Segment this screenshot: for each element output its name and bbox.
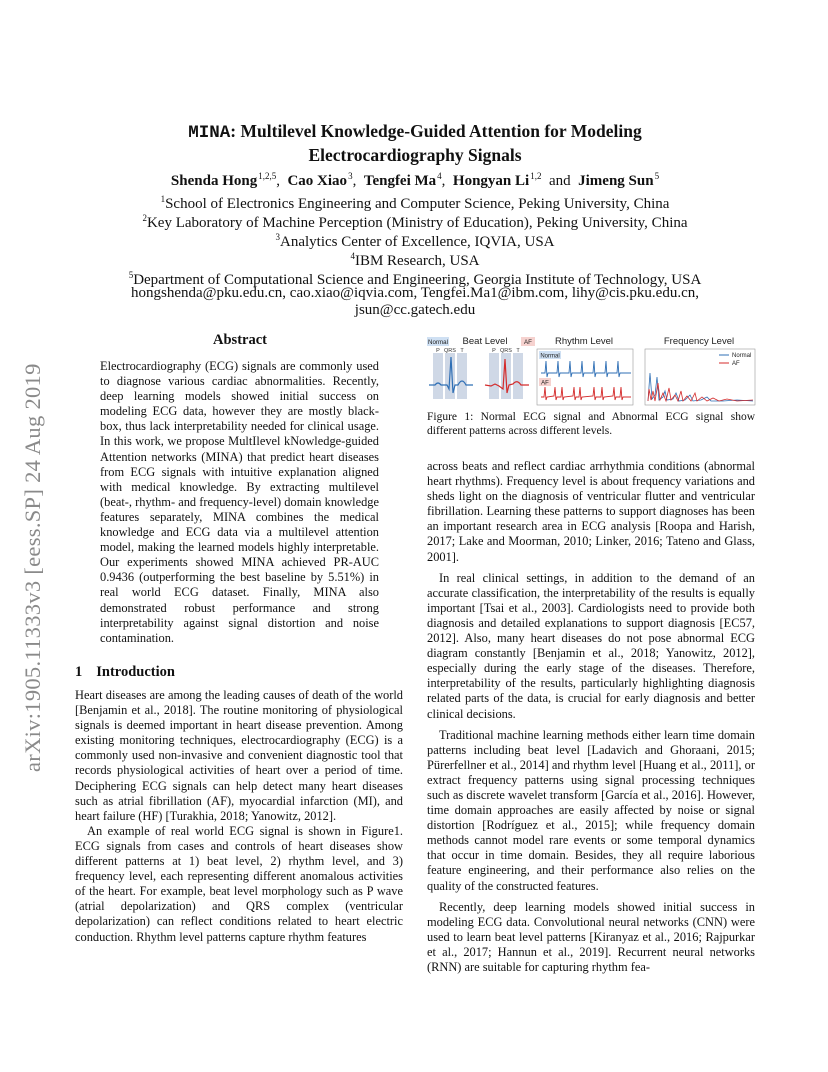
figure-caption: Figure 1: Normal ECG signal and Abnormal ECG signal show different patterns across different levels. [427, 411, 755, 437]
section-heading [75, 664, 175, 681]
affiliation-text: Key Laboratory of Machine Perception (Ministry of Education), Peking University, China [146, 215, 688, 231]
affiliation-text: School of Electronics Engineering and Computer Science, Peking University, China [165, 196, 670, 212]
affiliation-sup: 2 [142, 213, 147, 223]
paragraph: Heart diseases are among the leading causes of death of the world [Benjamin et al., 2018]. The routine monitoring of physiological signals is deemed important in heart disease prevention. Among existing monitoring techniques, electrocardiography (ECG) is a commonly used non-invasive and convenient diagnostic tool that records physiological activities of heart over a period of time. Deciphering ECG signals can help detect many heart diseases such as atrial fibrillation (AF), myocardial infarction (MI), and heart failure (HF) [Turakhia, 2018; Yanowitz, 2012]. [75, 688, 403, 823]
introduction-body [75, 688, 403, 945]
author-sup: 3 [348, 171, 353, 181]
legend-normal: Normal [732, 353, 752, 359]
p-band [433, 353, 443, 399]
author-name: Tengfei Ma [363, 173, 437, 189]
email-line: jsun@cc.gatech.edu [354, 302, 476, 318]
qrs-label: QRS [444, 348, 456, 354]
p-label: P [436, 348, 440, 354]
author-and: and [548, 173, 571, 189]
author-name: Hongyan Li [452, 173, 530, 189]
beat-level-panel [427, 336, 535, 399]
normal-tag: Normal [540, 353, 560, 360]
t-band [457, 353, 467, 399]
title-rest: : Multilevel Knowledge-Guided Attention for Modeling [230, 121, 642, 141]
abstract-heading: Abstract [213, 332, 267, 348]
p-band [489, 353, 499, 399]
figure-ecg-levels [427, 333, 757, 408]
affiliation-sup: 4 [350, 251, 355, 261]
arxiv-stamp-text: arXiv:1905.11333v3 [eess.SP] 24 Aug 2019 [20, 363, 45, 772]
paragraph: across beats and reflect cardiac arrhythmia conditions (abnormal heart rhythms). Frequency level is about frequency variations and sheds light on the diagnosis of ventricular flutter and ventricular fibrillation. Learning these patterns to support diagnoses has been an important research area in ECG analysis [Roopa and Harish, 2017; Lake and Moorman, 2010; Linker, 2016; Tateno and Glass, 2001]. [427, 459, 755, 564]
right-column-body [427, 459, 755, 975]
affiliation-text: IBM Research, USA [354, 253, 480, 269]
paragraph: An example of real world ECG signal is shown in Figure1. ECG signals from cases and controls of heart diseases show different patterns at 1) beat level, 2) rhythm level, and 3) frequency level, each representing different anomalous activities of the heart. For example, beat level morphology such as P wave (atrial depolarization) and QRS complex (ventricular depolarization) can reflect conditions related to heart electric conduction. Rhythm level patterns capture rhythm features [75, 823, 403, 944]
abstract-text: Electrocardiography (ECG) signals are commonly used to diagnose various cardiac abnormalities. Recently, deep learning models showed initial success on modeling ECG data, however they are mostly black-box, thus lack interpretability needed for clinical usage. In this work, we propose MultIlevel kNowledge-guided Attention networks (MINA) that predict heart diseases from ECG signals with intuitive explanation aligned with medical knowledge. By extracting multilevel (beat-, rhythm- and frequency-level) domain knowledge features separately, MINA combines the medical knowledge and ECG data via a multilevel attention model, making the learned models highly interpretable. Our experiments showed MINA achieved PR-AUC 0.9436 (outperforming the best baseline by 5.51%) in real world ECG dataset. Finally, MINA also demonstrated robust performance and strong interpretability against signal distortion and noise contamination. [100, 359, 379, 645]
title-model-name: MINA [188, 123, 231, 143]
qrs-label: QRS [500, 348, 512, 354]
title-line2: Electrocardiography Signals [308, 145, 522, 165]
author-sup: 4 [437, 171, 442, 181]
paragraph: Traditional machine learning methods either learn time domain patterns including beat level [Ladavich and Ghoraani, 2015; Pürerfellner et al., 2014] and rhythm level [Huang et al., 2011], or extract frequency patterns using signal processing techniques such as discrete wavelet transform [García et al., 2016]. However, time domain approaches are easily affected by noise or signal distortion [Rodríguez et al., 2015]; while frequency domain methods cannot model rare events or some temporal dynamics that occur in time domain. Besides, they all require laborious feature engineering, and their performance also relies on the quality of the constructed features. [427, 727, 755, 893]
beat-level-title: Beat Level [462, 336, 508, 347]
abstract-body [100, 359, 379, 646]
t-label: T [516, 348, 520, 354]
af-tag: AF [541, 380, 549, 387]
author-name: Cao Xiao [287, 173, 348, 189]
author-sup: 1,2,5 [258, 171, 277, 181]
affiliation-sup: 3 [275, 232, 280, 242]
paragraph: Recently, deep learning models showed initial success in modeling ECG data. Convolutional neural networks (CNN) were used to learn beat level patterns [Kiranyaz et al., 2016; Rajpurkar et al., 2017; Hannun et al., 2019]. Recurrent neural networks (RNN) are suitable for capturing rhythm fea- [427, 899, 755, 974]
frequency-level-title: Frequency Level [663, 336, 735, 347]
legend-af: AF [732, 361, 740, 367]
affiliation-text: Department of Computational Science and Engineering, Georgia Institute of Technology, USA [133, 272, 702, 288]
affiliation-sup: 5 [128, 270, 134, 280]
t-label: T [460, 348, 464, 354]
section-title: Introduction [96, 664, 175, 680]
affiliation-sup: 1 [160, 194, 166, 204]
author-list: Shenda Hong$^{1,2,5}$, Cao Xiao$^3$, Tengfei Ma$^4$, Hongyan Li$^{1,2}$ and Jimeng Sun$^5$ [170, 171, 660, 189]
author-sup: 5 [654, 171, 660, 181]
frequency-level-panel [645, 336, 755, 405]
paper-title [90, 120, 740, 166]
affiliation-text: Analytics Center of Excellence, IQVIA, USA [280, 234, 555, 250]
author-sup: 1,2 [530, 171, 542, 181]
normal-tag: Normal [428, 339, 448, 346]
paragraph: In real clinical settings, in addition to the demand of an accurate classification, the interpretability of the results is equally important [Tsai et al., 2003]. Cardiologists need to provide both diagnosis and detailed explanations to support diagnosis [EC57, 2012]. Also, many heart diseases do not pose abnormal ECG diagram constantly [Benjamin et al., 2018; Yanowitz, 2012], especially during the early stage of the diseases. Therefore, interpretability of the results, particularly highlighting diagnosis related parts of the data, is crucial for early diagnosis and better clinical decisions. [427, 570, 755, 721]
rhythm-level-title: Rhythm Level [554, 336, 614, 347]
rhythm-level-panel [537, 336, 633, 405]
author-name: Jimeng Sun [578, 173, 654, 189]
email-line: hongshenda@pku.edu.cn, cao.xiao@iqvia.com, Tengfei.Ma1@ibm.com, lihy@cis.pku.edu.cn, [131, 285, 699, 301]
author-name: Shenda Hong [170, 173, 258, 189]
p-label: P [492, 348, 496, 354]
t-band [513, 353, 523, 399]
section-number: 1 [75, 664, 83, 680]
af-tag: AF [524, 339, 532, 346]
